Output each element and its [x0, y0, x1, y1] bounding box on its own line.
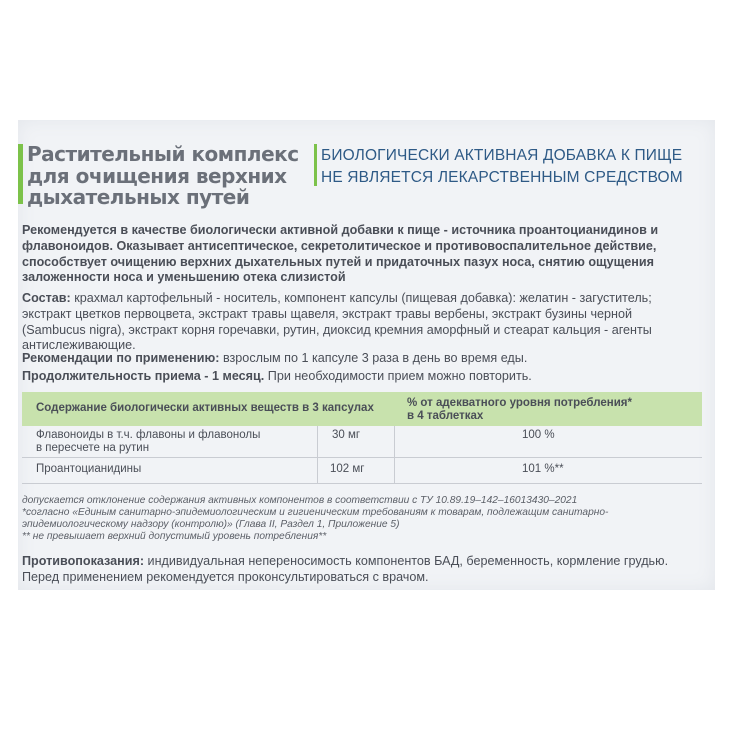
table-divider [317, 426, 318, 483]
footnotes [22, 495, 702, 543]
table-cell-name [36, 463, 141, 476]
name-line: Проантоцианидины [36, 463, 142, 475]
usage-text [22, 351, 692, 367]
footnote-line: *согласно «Единым санитарно-эпидемиологическим и гигиеническим требованиям к товарам, подлежащим санитарно- [22, 507, 609, 518]
recommendation-line: способствует очищению верхних дыхательных путей и придаточных пазух носа, снятию ощущения [22, 254, 655, 269]
table-header-percent [407, 397, 677, 423]
duration-value: При необходимости прием можно повторить. [264, 369, 532, 383]
active-substances-table [22, 392, 702, 489]
composition-line: (Sambucus nigra), экстракт корня горечавки, рутин, диоксид кремния аморфный и стеарат кальция - агенты [22, 322, 652, 337]
contraindications-line [22, 553, 702, 569]
duration-label: Продолжительность приема - 1 месяц. [22, 369, 265, 383]
recommendation-line: заложенности носа и уменьшению отека слизистой [22, 270, 346, 285]
composition-line: экстракт цветков первоцвета, экстракт травы щавеля, экстракт травы вербены, экстракт бузины черной [22, 306, 633, 321]
table-cell-name [36, 429, 260, 455]
recommendation-line: флавоноидов. Оказывает антисептическое, секретолитическое и противовоспалительное действие, [22, 238, 657, 253]
composition-text [22, 291, 692, 354]
table-cell-amount: 102 мг [330, 463, 365, 475]
header-separator [314, 144, 317, 186]
title-line: для очищения верхних [27, 163, 287, 188]
footnote-line: допускается отклонение содержания активных компонентов в соответствии с ТУ 10.89.19–142–16013430–2021 [22, 495, 578, 506]
composition-line: антислеживающие. [22, 338, 136, 353]
composition-label: Состав: [22, 291, 71, 305]
title-line: дыхательных путей [27, 185, 250, 209]
footnote-line: ** не превышает верхний допустимый уровень потребления** [22, 531, 327, 542]
table-row [22, 426, 702, 458]
composition-text-part: крахмал картофельный - носитель, компонент капсулы (пищевая добавка): желатин - загуститель; [70, 291, 652, 305]
composition-line [22, 291, 692, 307]
contraindications-line: Перед применением рекомендуется проконсультироваться с врачом. [22, 570, 429, 584]
dietary-line: БИОЛОГИЧЕСКИ АКТИВНАЯ ДОБАВКА К ПИЩЕ [321, 147, 683, 164]
table-cell-amount: 30 мг [332, 429, 361, 441]
footnote-line: эпидемиологическому надзору (контролю)» (Глава II, Раздел 1, Приложение 5) [22, 519, 400, 530]
recommendation-text [22, 223, 692, 286]
usage-value: взрослым по 1 капсуле 3 раза в день во время еды. [219, 351, 528, 365]
contraindications-value: индивидуальная непереносимость компонентов БАД, беременность, кормление грудью. [144, 554, 669, 568]
title-line: Растительный комплекс [27, 142, 299, 166]
dietary-supplement-notice [321, 145, 716, 189]
duration-text [22, 369, 692, 385]
name-line: в пересчете на рутин [36, 442, 150, 454]
product-title [27, 144, 317, 209]
recommendation-line: Рекомендуется в качестве биологически активной добавки к пище - источника проантоцианидинов и [22, 223, 659, 237]
contraindications-label: Противопоказания: [22, 554, 145, 568]
table-header [22, 392, 702, 426]
dietary-line: НЕ ЯВЛЯЕТСЯ ЛЕКАРСТВЕННЫМ СРЕДСТВОМ [321, 169, 683, 186]
table-cell-percent: 101 %** [522, 463, 564, 475]
usage-label: Рекомендации по применению: [22, 351, 220, 365]
table-header-percent-line: в 4 таблетках [407, 410, 484, 422]
table-header-content: Содержание биологически активных веществ в 3 капсулах [36, 402, 374, 414]
table-header-percent-line: % от адекватного уровня потребления* [407, 397, 632, 409]
name-line: Флавоноиды в т.ч. флавоны и флавонолы [36, 429, 261, 441]
table-divider [394, 426, 395, 483]
contraindications-text [22, 553, 702, 585]
title-accent-bar [18, 144, 23, 204]
table-row [22, 457, 702, 484]
table-cell-percent: 100 % [522, 429, 555, 441]
